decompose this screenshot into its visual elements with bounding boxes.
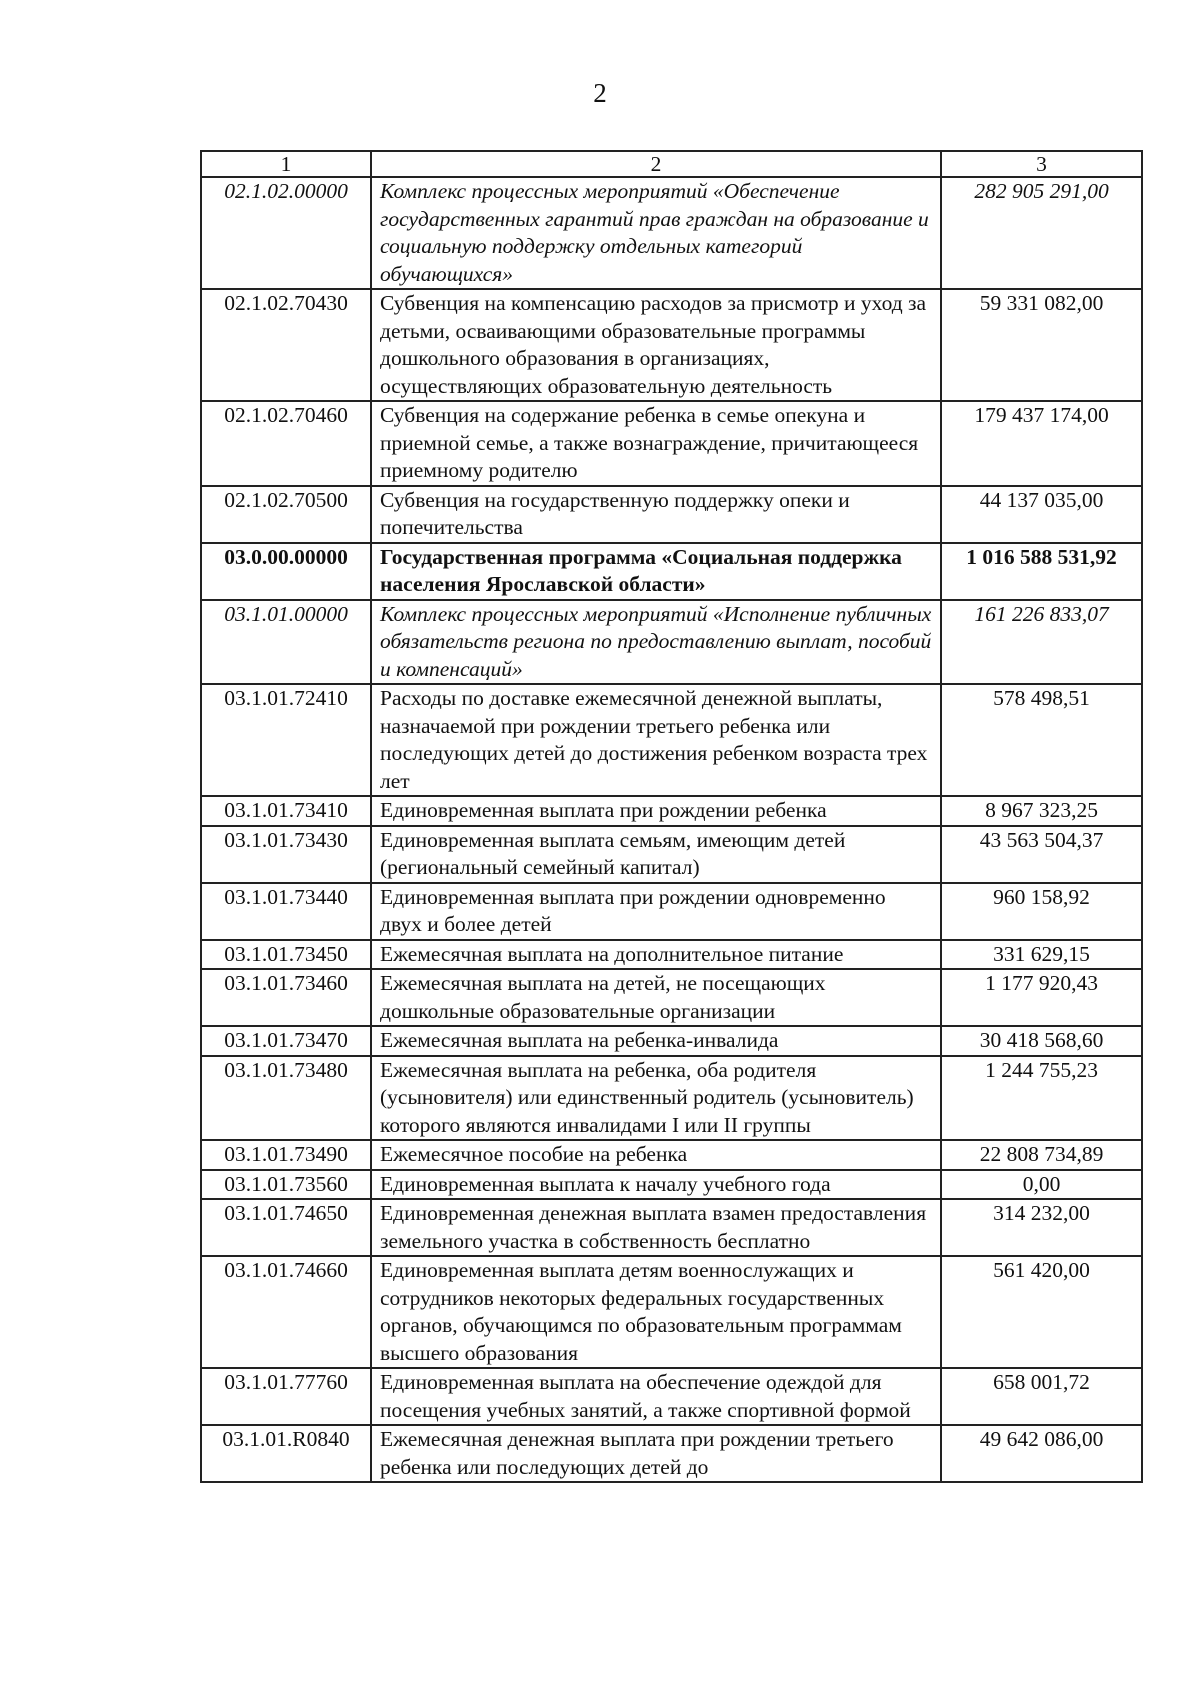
row-code-cell: 02.1.02.70430: [201, 289, 371, 401]
row-code-cell: 02.1.02.70500: [201, 486, 371, 543]
page-number: 2: [593, 78, 607, 108]
row-name-cell: Единовременная выплата детям военнослужащих и сотрудников некоторых федеральных государственных органов, обучающимся по образовательным программам высшего образования: [371, 1256, 941, 1368]
row-name-cell: Единовременная денежная выплата взамен предоставления земельного участка в собственность бесплатно: [371, 1199, 941, 1256]
row-amount-cell: 0,00: [941, 1170, 1142, 1200]
budget-table: [200, 150, 1143, 1483]
row-code-cell: 02.1.02.70460: [201, 401, 371, 486]
table-row: [201, 1425, 1142, 1482]
table-row: [201, 796, 1142, 826]
row-code-cell: 03.1.01.00000: [201, 600, 371, 685]
row-amount-cell: 49 642 086,00: [941, 1425, 1142, 1482]
table-row: [201, 969, 1142, 1026]
table-header-row: [201, 151, 1142, 177]
table-row: [201, 600, 1142, 685]
table-row: [201, 883, 1142, 940]
table-row: [201, 1368, 1142, 1425]
row-name-cell: Единовременная выплата на обеспечение одеждой для посещения учебных занятий, а также спортивной формой: [371, 1368, 941, 1425]
table-row: [201, 1199, 1142, 1256]
row-name-cell: Единовременная выплата при рождении ребенка: [371, 796, 941, 826]
row-amount-cell: 331 629,15: [941, 940, 1142, 970]
column-header-amount: 3: [941, 151, 1142, 177]
row-name-cell: Единовременная выплата при рождении одновременно двух и более детей: [371, 883, 941, 940]
table-row: [201, 684, 1142, 796]
row-code-cell: 03.1.01.73560: [201, 1170, 371, 1200]
table-row: [201, 940, 1142, 970]
table-row: [201, 289, 1142, 401]
row-code-cell: 03.1.01.73450: [201, 940, 371, 970]
column-header-name: 2: [371, 151, 941, 177]
row-name-cell: Ежемесячная выплата на ребенка-инвалида: [371, 1026, 941, 1056]
row-code-cell: 03.1.01.73480: [201, 1056, 371, 1141]
row-name-cell: Единовременная выплата семьям, имеющим детей (региональный семейный капитал): [371, 826, 941, 883]
row-code-cell: 03.1.01.74650: [201, 1199, 371, 1256]
table-row: [201, 543, 1142, 600]
table-row: [201, 1170, 1142, 1200]
row-code-cell: 03.1.01.73440: [201, 883, 371, 940]
row-name-cell: Субвенция на содержание ребенка в семье опекуна и приемной семье, а также вознаграждение, причитающееся приемному родителю: [371, 401, 941, 486]
row-amount-cell: 1 016 588 531,92: [941, 543, 1142, 600]
row-amount-cell: 59 331 082,00: [941, 289, 1142, 401]
table-row: [201, 486, 1142, 543]
row-name-cell: Единовременная выплата к началу учебного года: [371, 1170, 941, 1200]
row-amount-cell: 179 437 174,00: [941, 401, 1142, 486]
row-name-cell: Ежемесячная выплата на детей, не посещающих дошкольные образовательные организации: [371, 969, 941, 1026]
row-amount-cell: 22 808 734,89: [941, 1140, 1142, 1170]
row-amount-cell: 161 226 833,07: [941, 600, 1142, 685]
row-code-cell: 03.1.01.73470: [201, 1026, 371, 1056]
row-amount-cell: 282 905 291,00: [941, 177, 1142, 289]
table-row: [201, 1056, 1142, 1141]
row-name-cell: Ежемесячное пособие на ребенка: [371, 1140, 941, 1170]
row-code-cell: 03.1.01.73430: [201, 826, 371, 883]
row-amount-cell: 43 563 504,37: [941, 826, 1142, 883]
row-amount-cell: 578 498,51: [941, 684, 1142, 796]
row-name-cell: Ежемесячная выплата на дополнительное питание: [371, 940, 941, 970]
row-amount-cell: 1 177 920,43: [941, 969, 1142, 1026]
row-name-cell: Субвенция на компенсацию расходов за присмотр и уход за детьми, осваивающими образовательные программы дошкольного образования в организациях, осуществляющих образовательную деятельность: [371, 289, 941, 401]
row-code-cell: 03.1.01.73460: [201, 969, 371, 1026]
row-amount-cell: 960 158,92: [941, 883, 1142, 940]
row-code-cell: 03.1.01.74660: [201, 1256, 371, 1368]
row-code-cell: 03.1.01.73410: [201, 796, 371, 826]
row-name-cell: Государственная программа «Социальная поддержка населения Ярославской области»: [371, 543, 941, 600]
table-row: [201, 1140, 1142, 1170]
row-amount-cell: 30 418 568,60: [941, 1026, 1142, 1056]
row-code-cell: 03.1.01.72410: [201, 684, 371, 796]
row-code-cell: 03.0.00.00000: [201, 543, 371, 600]
table-row: [201, 401, 1142, 486]
table-row: [201, 1026, 1142, 1056]
row-amount-cell: 44 137 035,00: [941, 486, 1142, 543]
row-amount-cell: 561 420,00: [941, 1256, 1142, 1368]
row-name-cell: Комплекс процессных мероприятий «Исполнение публичных обязательств региона по предоставлению выплат, пособий и компенсаций»: [371, 600, 941, 685]
row-amount-cell: 8 967 323,25: [941, 796, 1142, 826]
row-name-cell: Ежемесячная выплата на ребенка, оба родителя (усыновителя) или единственный родитель (усыновитель) которого являются инвалидами I или II группы: [371, 1056, 941, 1141]
row-amount-cell: 658 001,72: [941, 1368, 1142, 1425]
row-amount-cell: 1 244 755,23: [941, 1056, 1142, 1141]
table-row: [201, 826, 1142, 883]
row-amount-cell: 314 232,00: [941, 1199, 1142, 1256]
row-code-cell: 03.1.01.77760: [201, 1368, 371, 1425]
row-name-cell: Ежемесячная денежная выплата при рождении третьего ребенка или последующих детей до: [371, 1425, 941, 1482]
row-code-cell: 02.1.02.00000: [201, 177, 371, 289]
row-name-cell: Субвенция на государственную поддержку опеки и попечительства: [371, 486, 941, 543]
column-header-code: 1: [201, 151, 371, 177]
row-name-cell: Расходы по доставке ежемесячной денежной выплаты, назначаемой при рождении третьего ребенка или последующих детей до достижения ребенком возраста трех лет: [371, 684, 941, 796]
row-code-cell: 03.1.01.R0840: [201, 1425, 371, 1482]
table-row: [201, 177, 1142, 289]
row-name-cell: Комплекс процессных мероприятий «Обеспечение государственных гарантий прав граждан на образование и социальную поддержку отдельных категорий обучающихся»: [371, 177, 941, 289]
table-row: [201, 1256, 1142, 1368]
row-code-cell: 03.1.01.73490: [201, 1140, 371, 1170]
